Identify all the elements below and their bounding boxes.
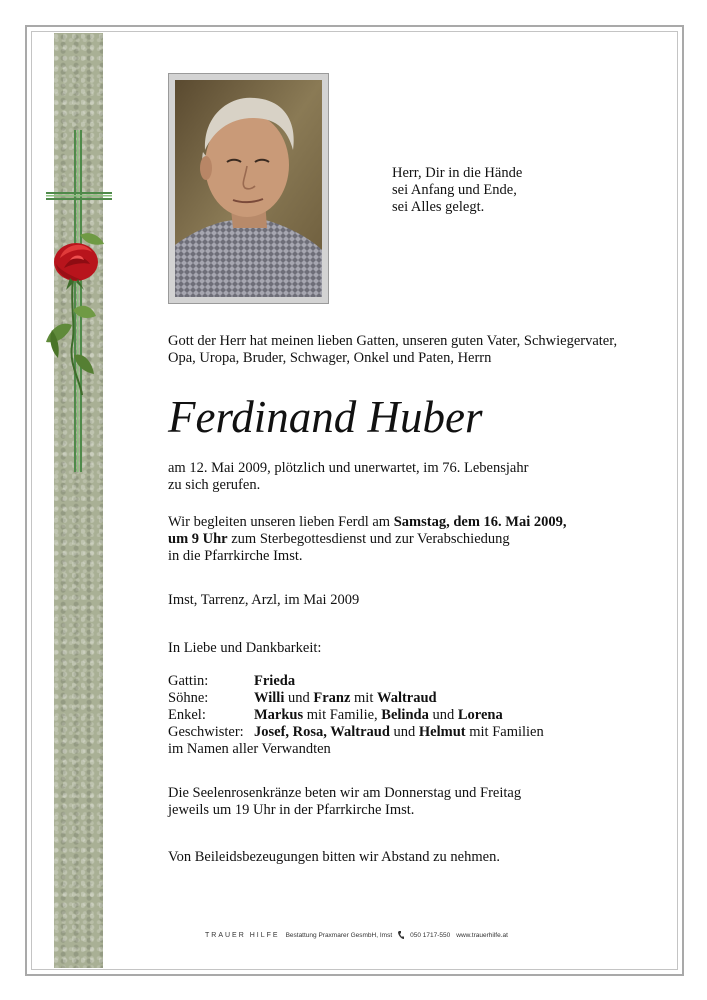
portrait-frame xyxy=(168,73,329,304)
phone-number: 050 1717-550 xyxy=(410,931,451,939)
family-list xyxy=(168,673,544,758)
funeral-details xyxy=(168,514,567,565)
condolences-notice: Von Beileidsbezeugungen bitten wir Abstand zu nehmen. xyxy=(168,849,500,865)
inner-frame xyxy=(31,31,678,970)
death-line: zu sich gerufen. xyxy=(168,477,261,493)
family-row-siblings: Geschwister: Josef, Rosa, Waltraud und Helmut mit Familien xyxy=(168,724,544,740)
family-row-sons: Söhne: Willi und Franz mit Waltraud xyxy=(168,690,437,706)
family-label: Geschwister: xyxy=(168,724,244,740)
phone-icon xyxy=(398,931,404,939)
bible-verse xyxy=(392,165,522,216)
thanks-heading: In Liebe und Dankbarkeit: xyxy=(168,640,322,656)
funeral-line: Wir begleiten unseren lieben Ferdl am Samstag, dem 16. Mai 2009, xyxy=(168,514,567,530)
family-row-grandchildren: Enkel: Markus mit Familie, Belinda und Lorena xyxy=(168,707,503,723)
cross-with-rose-icon xyxy=(40,130,120,480)
place-date: Imst, Tarrenz, Arzl, im Mai 2009 xyxy=(168,592,360,608)
intro-line: Opa, Uropa, Bruder, Schwager, Onkel und Paten, Herrn xyxy=(168,350,492,366)
family-row-relatives: im Namen aller Verwandten xyxy=(168,741,331,757)
intro-text xyxy=(168,333,617,367)
intro-line: Gott der Herr hat meinen lieben Gatten, unseren guten Vater, Schwiegervater, xyxy=(168,333,618,349)
death-line: am 12. Mai 2009, plötzlich und unerwartet, im 76. Lebensjahr xyxy=(168,460,529,476)
footer xyxy=(205,931,508,939)
verse-line: Herr, Dir in die Hände xyxy=(392,165,523,181)
company-name: Bestattung Praxmarer GesmbH, Imst xyxy=(285,931,393,939)
rosary-line: jeweils um 19 Uhr in der Pfarrkirche Imst. xyxy=(168,802,415,818)
rosary-notice xyxy=(168,785,521,819)
trauerhilfe-logo: TRAUER HILFE xyxy=(205,931,280,939)
verse-line: sei Anfang und Ende, xyxy=(392,182,517,198)
funeral-line: um 9 Uhr zum Sterbegottesdienst und zur Verabschiedung xyxy=(168,531,510,547)
verse-line: sei Alles gelegt. xyxy=(392,199,485,215)
death-notice xyxy=(168,460,528,494)
funeral-date: Samstag, dem 16. Mai 2009, xyxy=(393,514,567,530)
funeral-line: in die Pfarrkirche Imst. xyxy=(168,548,303,564)
funeral-time: um 9 Uhr xyxy=(168,531,228,547)
family-label: Enkel: xyxy=(168,707,206,723)
website[interactable]: www.trauerhilfe.at xyxy=(456,931,508,939)
rosary-line: Die Seelenrosenkränze beten wir am Donnerstag und Freitag xyxy=(168,785,522,801)
family-label: Söhne: xyxy=(168,690,209,706)
portrait-photo xyxy=(175,80,322,297)
family-label: Gattin: xyxy=(168,673,209,689)
deceased-name: Ferdinand Huber xyxy=(168,392,483,442)
family-row-spouse: Gattin: Frieda xyxy=(168,673,296,689)
